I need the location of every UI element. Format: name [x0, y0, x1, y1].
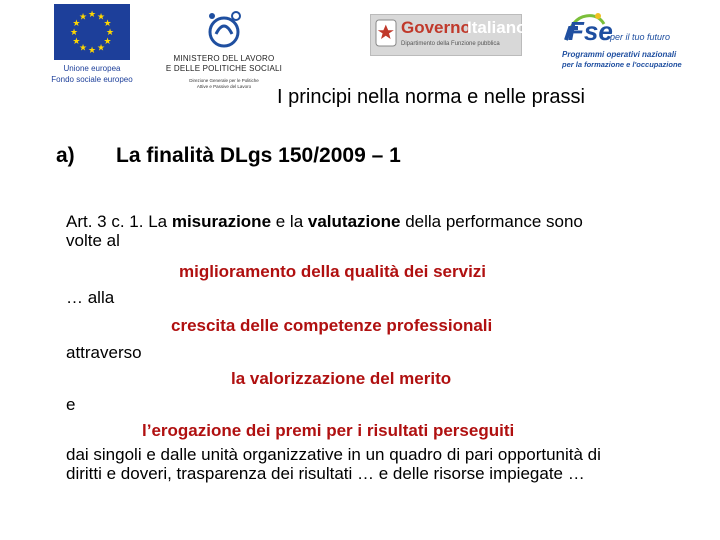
- page-subtitle: I principi nella norma e nelle prassi: [277, 86, 585, 108]
- governo-word: Governo: [401, 18, 471, 37]
- fse-line1: Programmi operativi nazionali: [562, 50, 677, 59]
- ministero-logo: [164, 8, 284, 108]
- ministero-small2: Attive e Passive del Lavoro: [196, 84, 252, 89]
- text-fragment: della performance sono: [400, 212, 583, 231]
- body-line-1: [66, 212, 583, 231]
- body-line-2: volte al: [66, 231, 120, 250]
- ministero-line2: E DELLE POLITICHE SOCIALI: [165, 64, 283, 73]
- text-fragment: Art. 3 c. 1. La: [66, 212, 172, 231]
- text-fragment: e la: [271, 212, 308, 231]
- italiano-word: Italiano: [467, 18, 527, 37]
- eu-star-icon: ★: [96, 11, 106, 22]
- ministero-line1: MINISTERO DEL LAVORO: [173, 54, 275, 63]
- ministero-emblem-icon: [200, 8, 248, 50]
- eu-star-icon: ★: [78, 11, 88, 22]
- fse-logo: [562, 10, 682, 70]
- eu-star-icon: ★: [69, 27, 79, 37]
- eu-flag-icon: [54, 4, 130, 60]
- section-letter: a): [56, 144, 75, 167]
- highlight-4: l’erogazione dei premi per i risultati perseguiti: [142, 421, 515, 440]
- governo-sub: Dipartimento della Funzione pubblica: [401, 41, 500, 47]
- eu-logo-line1: Unione europea: [63, 64, 121, 73]
- highlight-3: la valorizzazione del merito: [231, 369, 452, 388]
- body-line-5: e: [66, 395, 76, 414]
- governo-italiano-logo: [370, 14, 527, 58]
- fse-line2: per la formazione e l'occupazione: [562, 60, 682, 69]
- eu-logo: [48, 4, 136, 90]
- eu-star-icon: ★: [87, 9, 97, 19]
- italian-emblem-icon: [375, 19, 397, 47]
- eu-star-icon: ★: [103, 36, 112, 46]
- body-line-6: dai singoli e dalle unità organizzative in un quadro di pari opportunità di: [66, 445, 601, 464]
- keyword-valutazione: valutazione: [307, 212, 401, 231]
- body-line-7: diritti e doveri, trasparenza dei risultati … e delle risorse impiegate …: [66, 464, 585, 483]
- highlight-1: miglioramento della qualità dei servizi: [179, 262, 487, 281]
- fse-tagline: per il tuo futuro: [610, 32, 671, 42]
- keyword-misurazione: misurazione: [171, 212, 272, 231]
- eu-star-icon: ★: [87, 45, 97, 55]
- section-title: La finalità DLgs 150/2009 – 1: [116, 144, 401, 167]
- body-line-4: attraverso: [66, 343, 142, 362]
- fse-mark-text: Fse: [568, 16, 613, 46]
- eu-star-icon: ★: [103, 18, 112, 28]
- eu-star-icon: ★: [72, 36, 81, 46]
- eu-logo-line2: Fondo sociale europeo: [51, 75, 133, 84]
- eu-star-icon: ★: [105, 27, 115, 37]
- eu-star-icon: ★: [72, 18, 81, 28]
- highlight-2: crescita delle competenze professionali: [171, 316, 493, 335]
- ministero-small1: Direzione Generale per le Politiche: [189, 78, 259, 83]
- eu-star-icon: ★: [78, 42, 88, 53]
- body-line-3: … alla: [66, 288, 115, 307]
- eu-star-icon: ★: [96, 42, 106, 53]
